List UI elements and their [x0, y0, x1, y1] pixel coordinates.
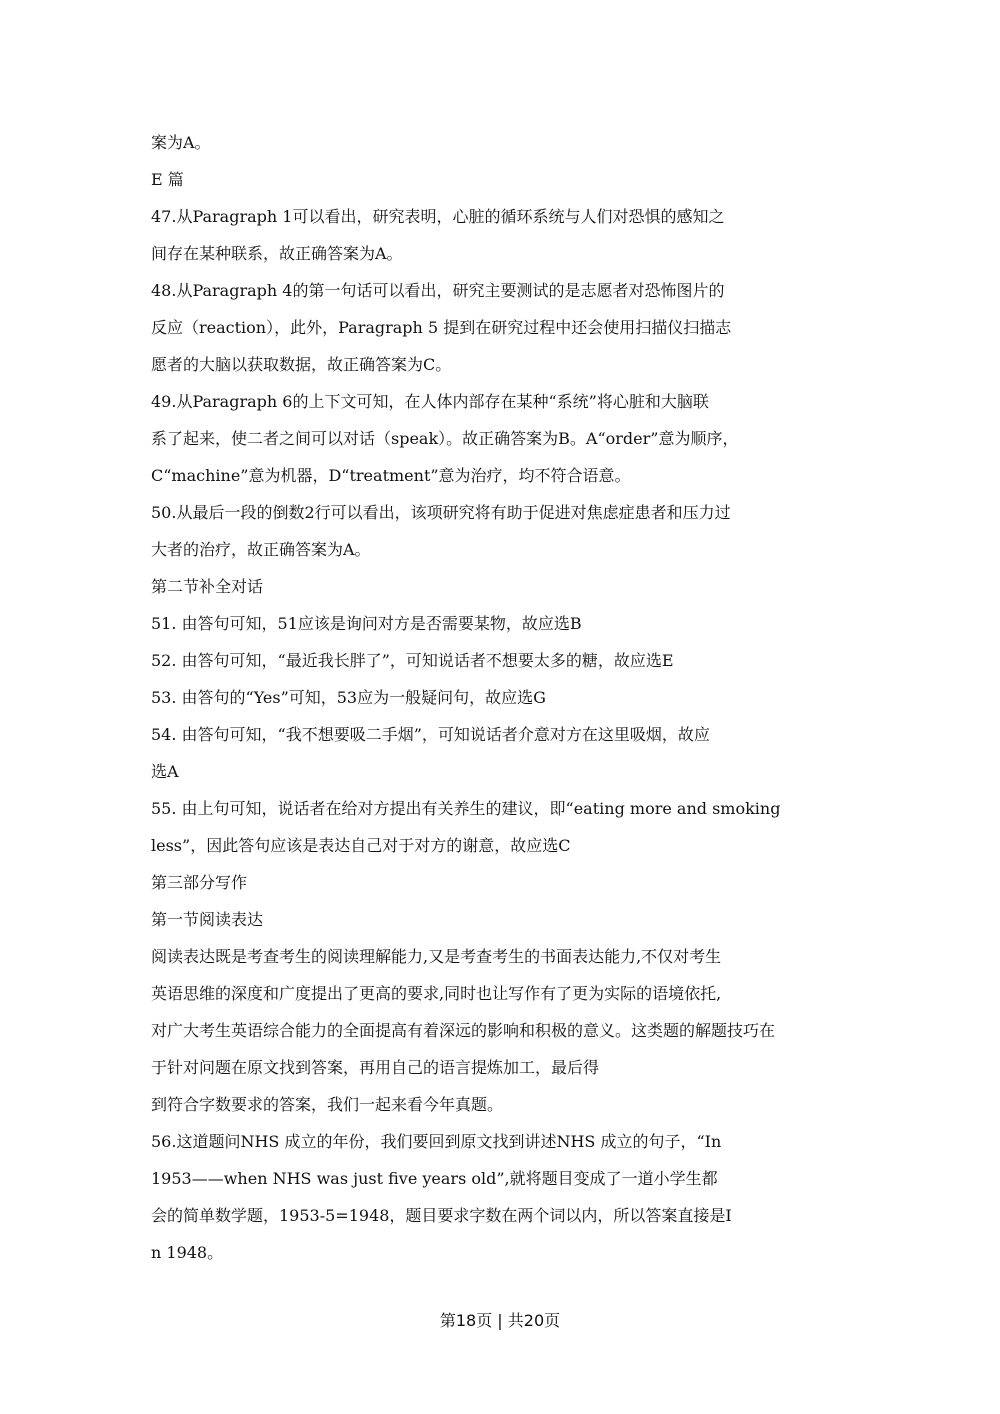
section-heading-reading-expression: 第一节阅读表达 [151, 910, 264, 929]
text-line: 案为A。 [151, 133, 211, 152]
text-line: 53. 由答句的“Yes”可知，53应为一般疑问句，故应选G [151, 688, 546, 707]
text-line: 50.从最后一段的倒数2行可以看出，该项研究将有助于促进对焦虑症患者和压力过 [151, 503, 731, 522]
text-line: 英语思维的深度和广度提出了更高的要求,同时也让写作有了更为实际的语境依托, [151, 984, 722, 1003]
text-line: 52. 由答句可知，“最近我长胖了”，可知说话者不想要太多的糖，故应选E [151, 651, 674, 670]
text-line: 54. 由答句可知，“我不想要吸二手烟”，可知说话者介意对方在这里吸烟，故应 [151, 725, 710, 744]
text-line: 对广大考生英语综合能力的全面提高有着深远的影响和积极的意义。这类题的解题技巧在 [151, 1021, 776, 1040]
text-line: 间存在某种联系，故正确答案为A。 [151, 244, 403, 263]
text-line: n 1948。 [151, 1243, 224, 1262]
text-line: 反应（reaction），此外，Paragraph 5 提到在研究过程中还会使用扫描仪扫描志 [151, 318, 732, 337]
text-line: 愿者的大脑以获取数据，故正确答案为C。 [151, 355, 452, 374]
text-line: 49.从Paragraph 6的上下文可知，在人体内部存在某种“系统”将心脏和大脑联 [151, 392, 709, 411]
text-line: 阅读表达既是考查考生的阅读理解能力,又是考查考生的书面表达能力,不仅对考生 [151, 947, 722, 966]
page-footer: 第18页 | 共20页 [439, 1311, 561, 1330]
text-line: 56.这道题问NHS 成立的年份，我们要回到原文找到讲述NHS 成立的句子，“In [151, 1132, 722, 1151]
text-line: 到符合字数要求的答案，我们一起来看今年真题。 [151, 1095, 504, 1114]
text-line: 55. 由上句可知，说话者在给对方提出有关养生的建议，即“eating more and smoking [151, 799, 781, 818]
text-line: 51. 由答句可知，51应该是询问对方是否需要某物，故应选B [151, 614, 582, 633]
section-heading-e: E 篇 [151, 170, 184, 189]
text-line: less”，因此答句应该是表达自己对于对方的谢意，故应选C [151, 836, 571, 855]
section-heading-writing: 第三部分写作 [151, 873, 248, 892]
text-line: 于针对问题在原文找到答案，再用自己的语言提炼加工，最后得 [151, 1058, 600, 1077]
text-line: C“machine”意为机器，D“treatment”意为治疗，均不符合语意。 [151, 466, 631, 485]
text-line: 会的简单数学题，1953-5=1948，题目要求字数在两个词以内，所以答案直接是I [151, 1206, 732, 1225]
text-line: 选A [151, 762, 179, 781]
text-line: 47.从Paragraph 1可以看出，研究表明，心脏的循环系统与人们对恐惧的感知之 [151, 207, 725, 226]
text-line: 1953——when NHS was just five years old”,就将题目变成了一道小学生都 [151, 1169, 718, 1188]
page-body [151, 128, 851, 1275]
text-line: 系了起来，使二者之间可以对话（speak）。故正确答案为B。A“order”意为顺序， [151, 429, 739, 448]
section-heading-dialogue: 第二节补全对话 [151, 577, 264, 596]
text-line: 48.从Paragraph 4的第一句话可以看出，研究主要测试的是志愿者对恐怖图片的 [151, 281, 725, 300]
text-line: 大者的治疗，故正确答案为A。 [151, 540, 371, 559]
